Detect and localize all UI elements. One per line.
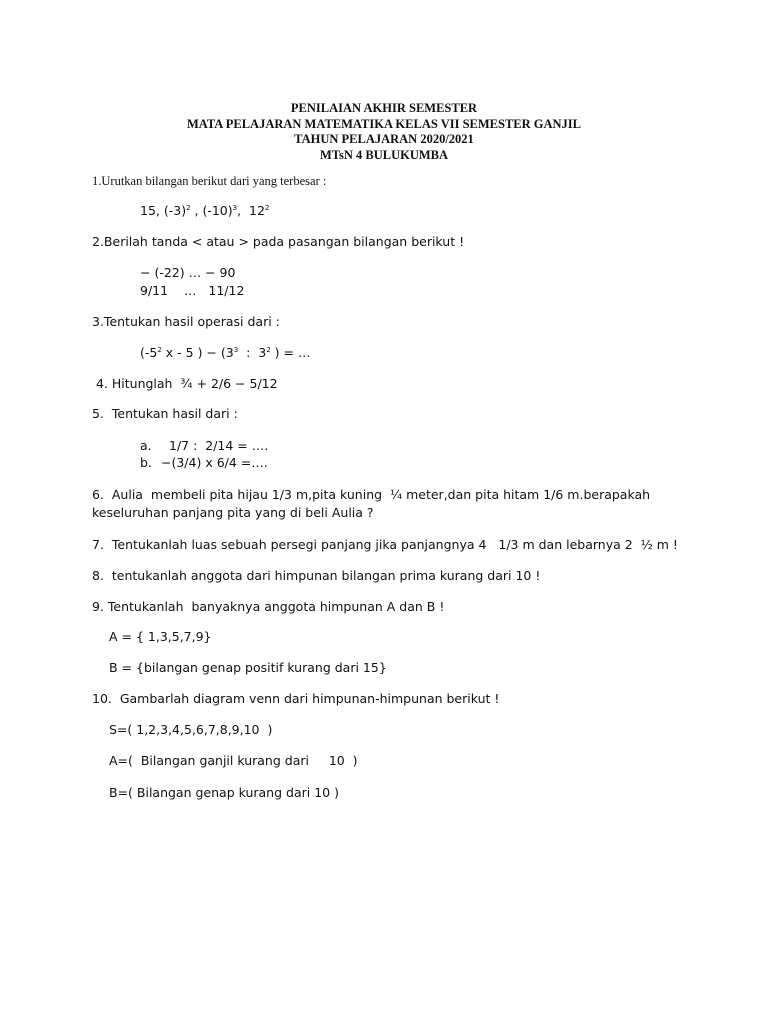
question-10: 10. Gambarlah diagram venn dari himpunan-himpunan berikut ! <box>92 691 500 706</box>
question-2-pair-1: − (-22) … − 90 <box>140 265 236 280</box>
question-9-set-b: B = {bilangan genap positif kurang dari 15} <box>109 660 387 675</box>
question-5-b: −(3/4) x 6/4 =…. <box>161 455 268 470</box>
q1-exp-c: 2 <box>264 204 270 212</box>
q1-term-b: , (-10) <box>190 203 233 218</box>
exam-subject: MATA PELAJARAN MATEMATIKA KELAS VII SEMESTER GANJIL <box>186 116 582 131</box>
question-5: 5. Tentukan hasil dari : <box>92 406 238 421</box>
question-2: 2.Berilah tanda < atau > pada pasangan bilangan berikut ! <box>92 234 465 249</box>
q1-term-a: 15, (-3) <box>140 203 187 218</box>
question-5-a: 1/7 : 2/14 = …. <box>169 438 269 453</box>
exam-header <box>92 101 676 163</box>
question-10-set-b: B=( Bilangan genap kurang dari 10 ) <box>109 785 339 800</box>
exam-school: MTsN 4 BULUKUMBA <box>319 147 449 162</box>
question-10-set-s: S=( 1,2,3,4,5,6,7,8,9,10 ) <box>109 722 273 737</box>
question-3-expression <box>140 345 310 361</box>
q1-term-c: , 12 <box>237 203 265 218</box>
question-10-set-a: A=( Bilangan ganjil kurang dari 10 ) <box>109 753 358 768</box>
q1-exp-a: 2 <box>186 204 191 212</box>
q3-exp-2: 3 <box>233 346 239 354</box>
question-3: 3.Tentukan hasil operasi dari : <box>92 314 280 329</box>
question-9: 9. Tentukanlah banyaknya anggota himpunan A dan B ! <box>92 599 445 614</box>
question-9-set-a: A = { 1,3,5,7,9} <box>109 629 212 644</box>
q3-part-2: x - 5 ) − (3 <box>161 345 234 360</box>
question-5-b-label: b. <box>140 455 152 470</box>
question-2-pair-2: 9/11 … 11/12 <box>140 283 245 298</box>
question-5-a-label: a. <box>140 438 152 453</box>
question-8: 8. tentukanlah anggota dari himpunan bilangan prima kurang dari 10 ! <box>92 568 541 583</box>
q3-exp-3: 2 <box>266 346 271 354</box>
question-4: 4. Hitunglah ¾ + 2/6 − 5/12 <box>92 376 278 391</box>
question-1-numbers <box>140 203 269 219</box>
q3-part-4: ) = … <box>270 345 311 360</box>
question-6-line-2: keseluruhan panjang pita yang di beli Aulia ? <box>92 505 374 520</box>
q1-exp-b: 3 <box>232 204 238 212</box>
q3-exp-1: 2 <box>157 346 162 354</box>
question-6-line-1: 6. Aulia membeli pita hijau 1/3 m,pita kuning ¼ meter,dan pita hitam 1/6 m.berapakah <box>92 487 651 502</box>
q3-part-1: (-5 <box>140 345 158 360</box>
question-1: 1.Urutkan bilangan berikut dari yang terbesar : <box>92 174 327 188</box>
exam-year: TAHUN PELAJARAN 2020/2021 <box>294 132 474 146</box>
exam-title: PENILAIAN AKHIR SEMESTER <box>290 101 478 115</box>
question-7: 7. Tentukanlah luas sebuah persegi panjang jika panjangnya 4 1/3 m dan lebarnya 2 ½ m ! <box>92 537 678 552</box>
q3-part-3: : 3 <box>238 345 267 360</box>
